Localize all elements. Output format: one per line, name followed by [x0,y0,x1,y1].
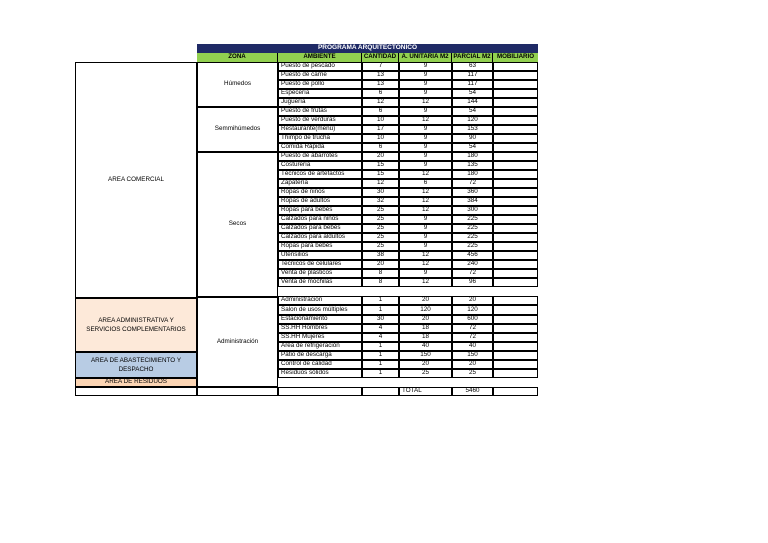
cell-parcial: 384 [452,197,493,206]
cell-unitaria: 9 [399,152,452,161]
cell-mobiliario [493,125,538,134]
cell-cantidad: 7 [362,62,399,71]
cell-unitaria: 9 [399,269,452,278]
cell-parcial: 180 [452,152,493,161]
cell-parcial: 72 [452,324,493,333]
cell-mobiliario [493,197,538,206]
cell-mobiliario [493,260,538,269]
cell-unitaria: 150 [399,351,452,360]
cell-mobiliario [493,152,538,161]
cell-ambiente: Técnicos de artefactos [278,170,362,179]
cell-parcial: 40 [452,342,493,351]
cell-cantidad: 1 [362,360,399,369]
cell-cantidad: 25 [362,224,399,233]
cell-unitaria: 9 [399,161,452,170]
cell-parcial: 54 [452,89,493,98]
cell-mobiliario [493,179,538,188]
table-title: PROGRAMA ARQUITECTONICO [197,44,538,53]
cell-mobiliario [493,188,538,197]
cell-mobiliario [493,62,538,71]
cell-unitaria: 9 [399,125,452,134]
cell-cantidad: 1 [362,369,399,378]
cell-cantidad: 17 [362,125,399,134]
cell-mobiliario [493,170,538,179]
cell-unitaria: 9 [399,134,452,143]
header-ambiente: AMBIENTE [278,53,362,62]
cell-parcial: 600 [452,315,493,324]
cell-cantidad: 10 [362,134,399,143]
cell-mobiliario [493,324,538,333]
cell-unitaria: 20 [399,360,452,369]
cell-ambiente: Ropas de adultos [278,197,362,206]
cell-cantidad: 38 [362,251,399,260]
cell-ambiente: Residuos sólidos [278,369,362,378]
cell-parcial: 225 [452,233,493,242]
area-residuos: AREA DE RESIDUOS [75,378,197,387]
cell-cantidad: 1 [362,305,399,315]
cell-parcial: 120 [452,305,493,315]
cell-cantidad: 25 [362,233,399,242]
cell-parcial: 90 [452,134,493,143]
program-table [75,44,538,396]
cell-cantidad: 30 [362,188,399,197]
cell-mobiliario [493,71,538,80]
cell-unitaria: 18 [399,324,452,333]
cell-mobiliario [493,369,538,378]
header-parcial: PARCIAL M2 [452,53,493,62]
cell-parcial: 225 [452,215,493,224]
header-cantidad: CANTIDAD [362,53,399,62]
cell-parcial: 180 [452,170,493,179]
cell-cantidad: 1 [362,342,399,351]
cell-ambiente: Zapatería [278,179,362,188]
area-administrativa [75,298,197,352]
cell-parcial: 25 [452,369,493,378]
cell-ambiente: Ropas para bebés [278,242,362,251]
cell-ambiente: Ropas para bebés [278,206,362,215]
total-empty-cell [362,387,399,396]
cell-ambiente: Puesto de verduras [278,116,362,125]
cell-ambiente: SS.HH Hombres [278,324,362,333]
cell-unitaria: 12 [399,116,452,125]
cell-ambiente: Control de calidad [278,360,362,369]
cell-parcial: 117 [452,71,493,80]
cell-mobiliario [493,333,538,342]
cell-ambiente: Venta de plásticos [278,269,362,278]
cell-parcial: 54 [452,143,493,152]
cell-mobiliario [493,80,538,89]
area-empty [75,387,197,396]
cell-ambiente: Calzados para aldultos [278,233,362,242]
cell-cantidad: 6 [362,143,399,152]
cell-ambiente: Estacionamiento [278,315,362,324]
cell-unitaria: 6 [399,179,452,188]
cell-cantidad: 1 [362,296,399,305]
area-abastecimiento [75,352,197,378]
cell-parcial: 54 [452,107,493,116]
cell-unitaria: 9 [399,62,452,71]
cell-unitaria: 9 [399,80,452,89]
cell-parcial: 72 [452,333,493,342]
cell-mobiliario [493,89,538,98]
header-unitaria: A. UNITARIA M2 [399,53,452,62]
cell-parcial: 225 [452,224,493,233]
header-mobiliario: MOBILIARIO [493,53,538,62]
cell-unitaria: 9 [399,89,452,98]
cell-cantidad: 20 [362,152,399,161]
cell-ambiente: Área de refrigeración [278,342,362,351]
cell-unitaria: 9 [399,233,452,242]
cell-unitaria: 9 [399,71,452,80]
cell-parcial: 225 [452,242,493,251]
header-zona: ZONA [197,53,278,62]
cell-parcial: 96 [452,278,493,287]
cell-cantidad: 13 [362,71,399,80]
cell-mobiliario [493,315,538,324]
cell-ambiente: Puesto de carne [278,71,362,80]
cell-cantidad: 12 [362,98,399,107]
cell-cantidad: 15 [362,170,399,179]
cell-ambiente: Puesto de pollo [278,80,362,89]
cell-ambiente: Venta de mochilas [278,278,362,287]
cell-parcial: 63 [452,62,493,71]
cell-mobiliario [493,305,538,315]
cell-parcial: 20 [452,360,493,369]
cell-mobiliario [493,360,538,369]
cell-unitaria: 12 [399,197,452,206]
cell-ambiente: Ropas de niños [278,188,362,197]
total-mobiliario [493,387,538,396]
cell-unitaria: 18 [399,333,452,342]
cell-cantidad: 8 [362,269,399,278]
cell-cantidad: 6 [362,107,399,116]
area-comercial [75,62,197,298]
area-label: AREA ADMINISTRATIVA Y SERVICIOS COMPLEMENTARIOS [86,316,186,333]
cell-unitaria: 9 [399,224,452,233]
cell-mobiliario [493,98,538,107]
cell-mobiliario [493,161,538,170]
cell-parcial: 72 [452,269,493,278]
cell-ambiente: Puesto de abarrotes [278,152,362,161]
zone-secos: Secos [197,152,278,297]
cell-unitaria: 9 [399,242,452,251]
total-value: 5460 [452,387,493,396]
cell-unitaria: 12 [399,170,452,179]
cell-unitaria: 20 [399,315,452,324]
cell-cantidad: 25 [362,215,399,224]
cell-mobiliario [493,215,538,224]
cell-mobiliario [493,116,538,125]
cell-cantidad: 25 [362,206,399,215]
cell-unitaria: 12 [399,98,452,107]
cell-parcial: 117 [452,80,493,89]
area-label: AREA COMERCIAL [108,176,164,184]
cell-cantidad: 12 [362,179,399,188]
cell-ambiente: Especería [278,89,362,98]
cell-unitaria: 20 [399,296,452,305]
cell-ambiente: Calzados para niños [278,215,362,224]
zone-empty [197,387,278,396]
cell-ambiente: Utensilios [278,251,362,260]
cell-unitaria: 25 [399,369,452,378]
cell-mobiliario [493,206,538,215]
cell-ambiente: Puesto de frutas [278,107,362,116]
cell-unitaria: 12 [399,260,452,269]
cell-ambiente: Patio de descarga [278,351,362,360]
cell-parcial: 72 [452,179,493,188]
cell-ambiente: Costurería [278,161,362,170]
total-empty-cell [278,387,362,396]
cell-mobiliario [493,134,538,143]
cell-mobiliario [493,342,538,351]
cell-cantidad: 25 [362,242,399,251]
cell-cantidad: 15 [362,161,399,170]
cell-parcial: 150 [452,351,493,360]
cell-ambiente: Restaurante(menú) [278,125,362,134]
cell-ambiente: Juguería [278,98,362,107]
cell-cantidad: 20 [362,260,399,269]
cell-ambiente: Calzados para bebés [278,224,362,233]
cell-cantidad: 30 [362,315,399,324]
cell-mobiliario [493,269,538,278]
cell-unitaria: 9 [399,215,452,224]
cell-ambiente: Puesto de pescado [278,62,362,71]
cell-parcial: 360 [452,188,493,197]
cell-mobiliario [493,296,538,305]
cell-cantidad: 4 [362,333,399,342]
cell-parcial: 456 [452,251,493,260]
cell-parcial: 240 [452,260,493,269]
area-label: AREA DE ABASTECIMIENTO Y DESPACHO [90,356,182,373]
cell-cantidad: 6 [362,89,399,98]
cell-parcial: 144 [452,98,493,107]
cell-cantidad: 8 [362,278,399,287]
cell-parcial: 20 [452,296,493,305]
cell-mobiliario [493,278,538,287]
cell-cantidad: 4 [362,324,399,333]
cell-cantidad: 1 [362,351,399,360]
cell-ambiente: Administración [278,296,362,305]
cell-parcial: 153 [452,125,493,134]
cell-unitaria: 12 [399,251,452,260]
zone-administracion: Administración [197,297,278,387]
cell-ambiente: Thimpo de trucha [278,134,362,143]
cell-mobiliario [493,107,538,116]
cell-cantidad: 13 [362,80,399,89]
cell-parcial: 135 [452,161,493,170]
cell-parcial: 300 [452,206,493,215]
cell-mobiliario [493,224,538,233]
cell-mobiliario [493,143,538,152]
cell-cantidad: 10 [362,116,399,125]
total-label: TOTAL [399,387,452,396]
cell-mobiliario [493,242,538,251]
cell-mobiliario [493,233,538,242]
cell-parcial: 120 [452,116,493,125]
cell-unitaria: 12 [399,206,452,215]
cell-unitaria: 9 [399,107,452,116]
zone-semihumedos: Semmihúmedos [197,107,278,152]
zone-humedos: Húmedos [197,62,278,107]
cell-ambiente: Tecnicos de celulares [278,260,362,269]
cell-mobiliario [493,351,538,360]
cell-ambiente: Comida Rápida [278,143,362,152]
cell-unitaria: 40 [399,342,452,351]
cell-unitaria: 9 [399,143,452,152]
cell-unitaria: 12 [399,278,452,287]
cell-ambiente: SS.HH Mujeres [278,333,362,342]
cell-cantidad: 32 [362,197,399,206]
cell-unitaria: 120 [399,305,452,315]
cell-unitaria: 12 [399,188,452,197]
cell-mobiliario [493,251,538,260]
cell-ambiente: Salon de usos múltiples [278,305,362,315]
